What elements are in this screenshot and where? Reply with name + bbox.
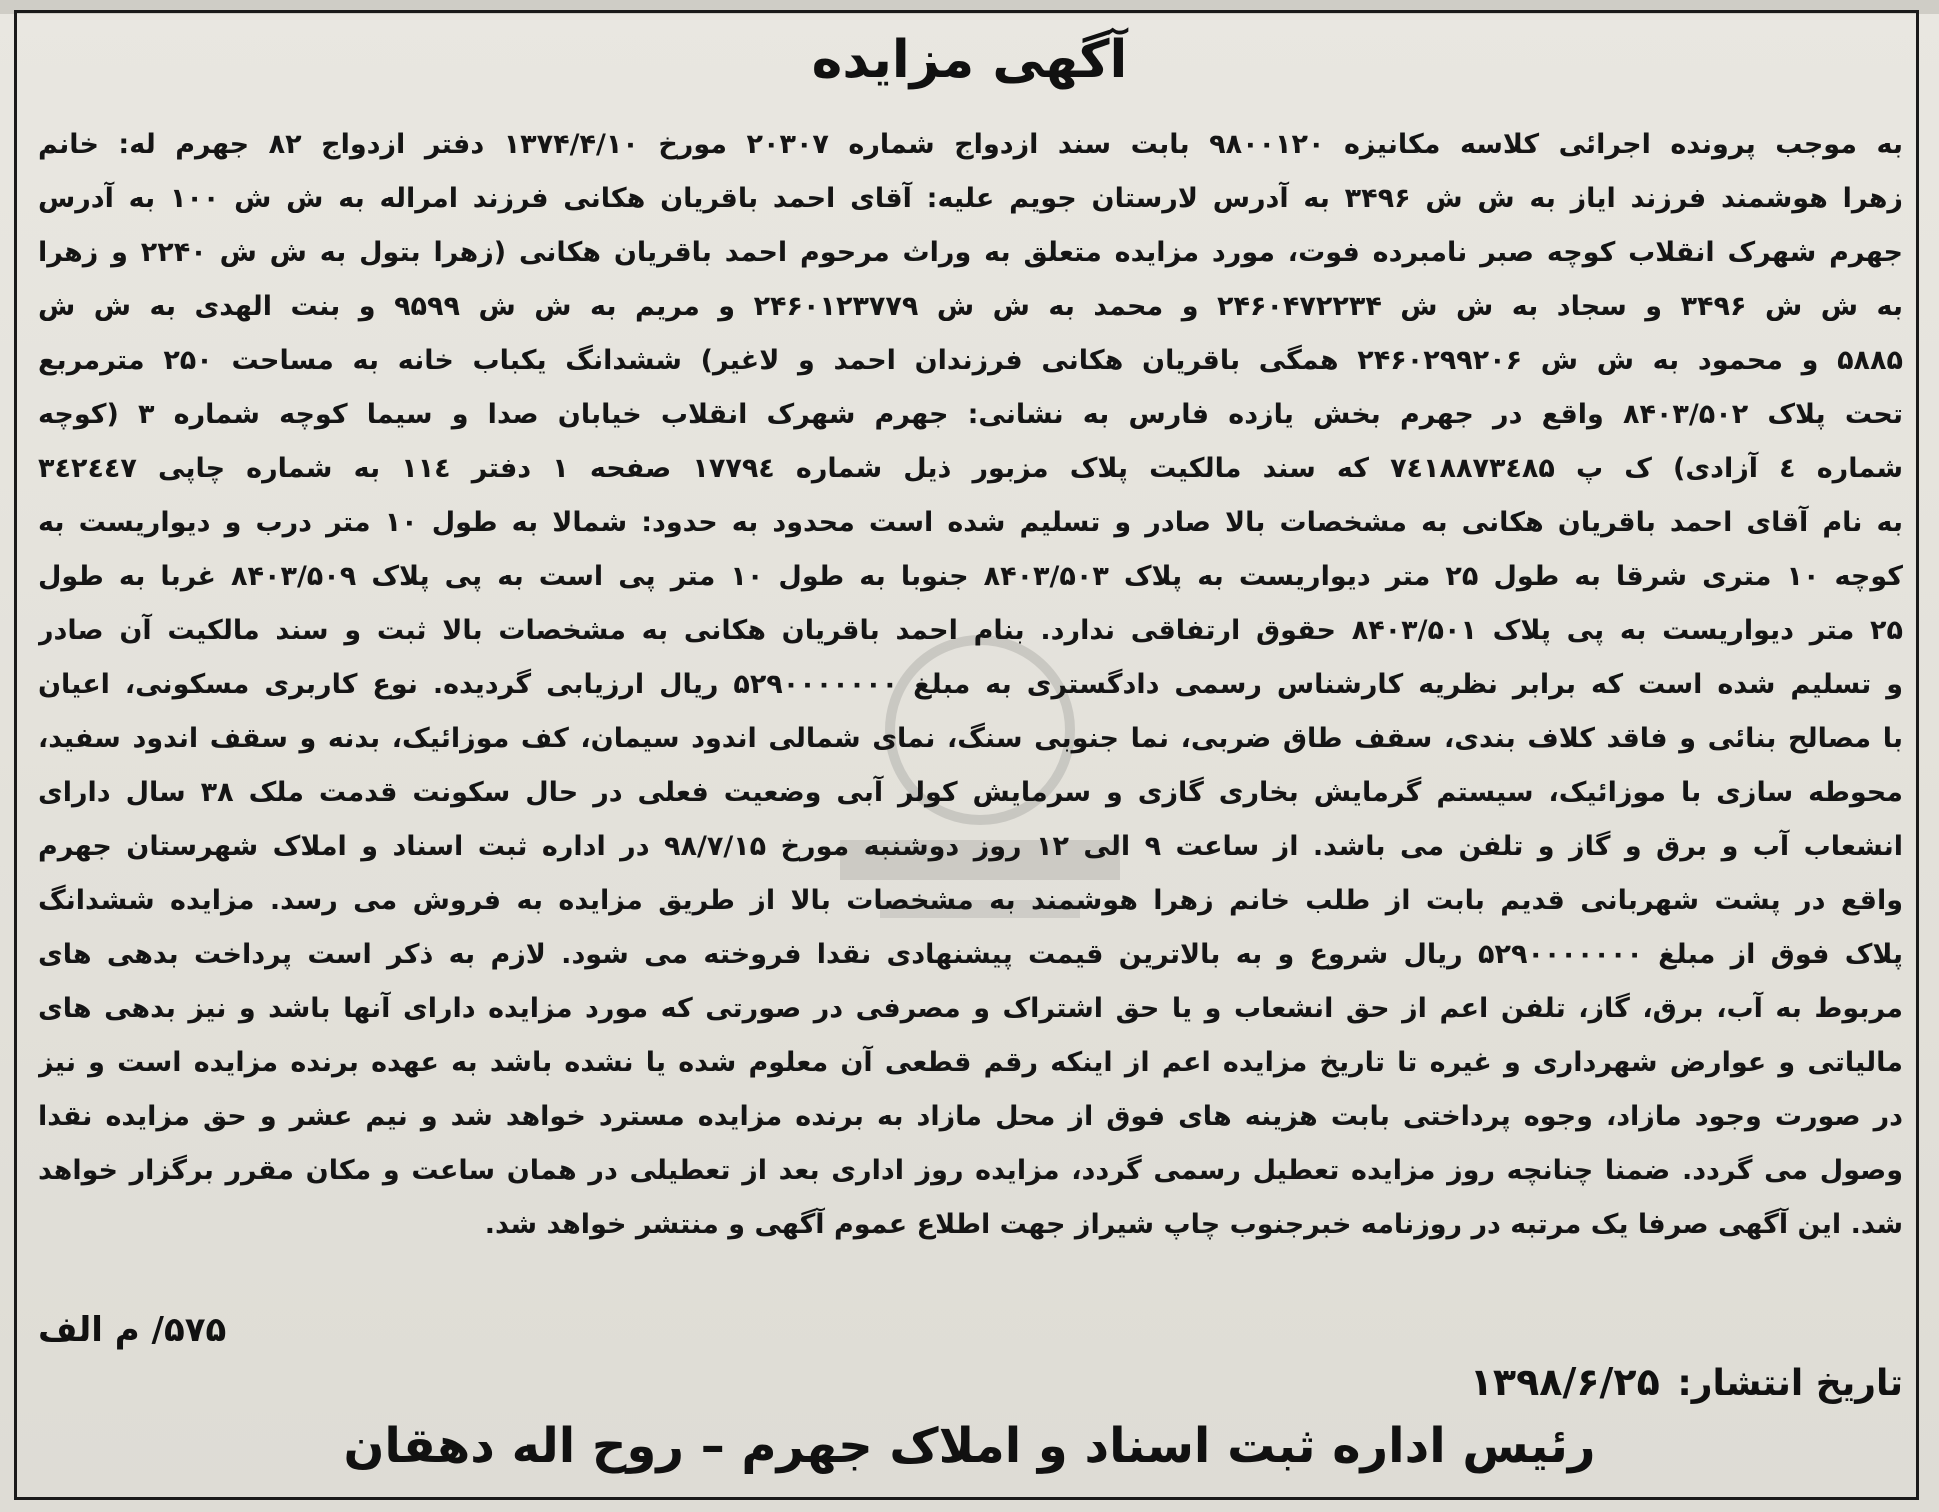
body-line: به نام آقای احمد باقریان هکانی به مشخصات بالا صادر و تسلیم شده است محدود به حدود: شمالا به طول ۱۰ متر درب و دیواریست به bbox=[38, 507, 1903, 538]
body-line: پلاک فوق از مبلغ ۵۲۹۰۰۰۰۰۰۰ ریال شروع و به بالاترین قیمت پیشنهادی نقدا فروخته می شود. لازم به ذکر است پرداخت بدهی های bbox=[38, 939, 1903, 970]
publish-date: ۱۳۹۸/۶/۲۵ bbox=[1469, 1360, 1660, 1404]
body-line: شماره ٤ آزادی) ک پ ۷٤۱۸۸۷۳٤۸۵ که سند مالکیت پلاک مزبور ذیل شماره ۱۷۷۹٤ صفحه ۱ دفتر ۱۱٤ به شماره چاپی ۳٤۲٤٤۷ bbox=[38, 453, 1903, 484]
body-line: جهرم شهرک انقلاب کوچه صبر نامبرده فوت، مورد مزایده متعلق به وراث مرحوم احمد باقریان هکانی (زهرا بتول به ش ش ۲۲۴۰ و زهرا bbox=[38, 237, 1903, 268]
body-line: به موجب پرونده اجرائی کلاسه مکانیزه ۹۸۰۰۱۲۰ بابت سند ازدواج شماره ۲۰۳۰۷ مورخ ۱۳۷۴/۴/۱۰ دفتر ازدواج ۸۲ جهرم له: خانم bbox=[38, 129, 1903, 160]
notice-title: آگهی مزایده bbox=[811, 30, 1128, 90]
body-line: در صورت وجود مازاد، وجوه پرداختی بابت هزینه های فوق از محل مازاد به برنده مزایده مسترد خواهد شد و نیم عشر و حق مزایده نقدا bbox=[38, 1101, 1903, 1132]
reference-code: ۵۷۵/ م الف bbox=[38, 1310, 227, 1350]
body-line: زهرا هوشمند فرزند ایاز به ش ش ۳۴۹۶ به آدرس لارستان جویم علیه: آقای احمد باقریان هکانی فرزند امراله به ش ش ۱۰۰ به آدرس bbox=[38, 183, 1903, 214]
body-line: با مصالح بنائی و فاقد کلاف بندی، سقف طاق ضربی، نما جنوبی سنگ، نمای شمالی اندود سیمان، کف موزائیک، بدنه و سقف اندود سفید، bbox=[38, 723, 1903, 754]
notice-body bbox=[38, 118, 1903, 1252]
body-line: ۵۸۸۵ و محمود به ش ش ۲۴۶۰۲۹۹۲۰۶ همگی باقریان هکانی فرزندان احمد و لاغیر) ششدانگ یکباب خانه به مساحت ۲۵۰ مترمربع bbox=[38, 345, 1903, 376]
body-line: وصول می گردد. ضمنا چنانچه روز مزایده تعطیل رسمی گردد، مزایده روز اداری بعد از تعطیلی در همان ساعت و مکان مقرر برگزار خواهد bbox=[38, 1155, 1903, 1186]
body-line: ۲۵ متر دیواریست به پی پلاک ۸۴۰۳/۵۰۱ حقوق ارتفاقی ندارد. بنام احمد باقریان هکانی به مشخصات بالا ثبت و سند مالکیت آن صادر bbox=[38, 615, 1903, 646]
publish-date-row bbox=[38, 1310, 1903, 1420]
body-line: به ش ش ۳۴۹۶ و سجاد به ش ش ۲۴۶۰۴۷۲۲۳۴ و محمد به ش ش ۲۴۶۰۱۲۳۷۷۹ و مریم به ش ش ۹۵۹۹ و بنت الهدی به ش ش bbox=[38, 291, 1903, 322]
body-line: شد. این آگهی صرفا یک مرتبه در روزنامه خبرجنوب چاپ شیراز جهت اطلاع عموم آگهی و منتشر خواهد شد. bbox=[484, 1209, 1903, 1240]
publish-date-label: تاریخ انتشار: bbox=[1677, 1363, 1903, 1404]
body-line: واقع در پشت شهربانی قدیم بابت از طلب خانم زهرا هوشمند به مشخصات بالا از طریق مزایده به فروش می رسد. مزایده ششدانگ bbox=[38, 885, 1903, 916]
signature-line: رئیس اداره ثبت اسناد و املاک جهرم – روح اله دهقان bbox=[343, 1418, 1596, 1474]
body-line: انشعاب آب و برق و گاز و تلفن می باشد. از ساعت ۹ الی ۱۲ روز دوشنبه مورخ ۹۸/۷/۱۵ در اداره ثبت اسناد و املاک شهرستان جهرم bbox=[38, 831, 1903, 862]
body-line: کوچه ۱۰ متری شرقا به طول ۲۵ متر دیواریست به پلاک ۸۴۰۳/۵۰۳ جنوبا به طول ۱۰ متر پی است به پی پلاک ۸۴۰۳/۵۰۹ غربا به طول bbox=[38, 561, 1903, 592]
body-line: و تسلیم شده است که برابر نظریه کارشناس رسمی دادگستری به مبلغ ۵۲۹۰۰۰۰۰۰۰ ریال ارزیابی گردیده. نوع کاربری مسکونی، اعیان bbox=[38, 669, 1903, 700]
body-line: محوطه سازی با موزائیک، سیستم گرمایش بخاری گازی و سرمایش کولر آبی وضعیت فعلی در حال سکونت قدمت ملک ۳۸ سال دارای bbox=[38, 777, 1903, 808]
body-line: تحت پلاک ۸۴۰۳/۵۰۲ واقع در جهرم بخش یازده فارس به نشانی: جهرم شهرک انقلاب خیابان صدا و سیما کوچه شماره ۳ (کوچه bbox=[38, 399, 1903, 430]
body-line: مربوط به آب، برق، گاز، تلفن اعم از حق انشعاب و یا حق اشتراک و مصرفی در صورتی که مورد مزایده دارای آنها باشد و نیز بدهی های bbox=[38, 993, 1903, 1024]
body-line: مالیاتی و عوارض شهرداری و غیره تا تاریخ مزایده اعم از اینکه رقم قطعی آن معلوم شده یا نشده باشد به عهده برنده مزایده است و نیز bbox=[38, 1047, 1903, 1078]
